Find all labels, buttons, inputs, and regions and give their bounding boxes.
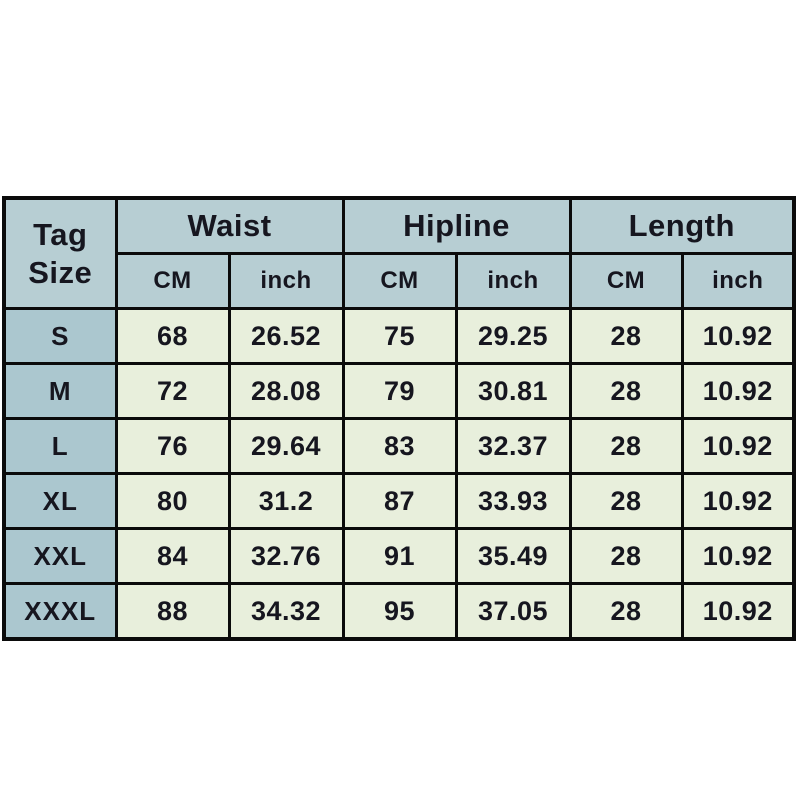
unit-header-row xyxy=(4,254,794,309)
subheader-hipline-cm: CM xyxy=(343,254,456,309)
row-size-label: XL xyxy=(4,474,116,529)
cell-length-inch: 10.92 xyxy=(682,364,794,419)
table-row xyxy=(4,474,794,529)
cell-length-inch: 10.92 xyxy=(682,309,794,364)
cell-waist-inch: 31.2 xyxy=(229,474,343,529)
cell-waist-inch: 34.32 xyxy=(229,584,343,640)
cell-waist-cm: 72 xyxy=(116,364,229,419)
cell-waist-inch: 29.64 xyxy=(229,419,343,474)
col-header-length: Length xyxy=(570,198,794,254)
subheader-hipline-inch: inch xyxy=(456,254,570,309)
cell-hipline-inch: 35.49 xyxy=(456,529,570,584)
cell-length-cm: 28 xyxy=(570,529,682,584)
cell-waist-cm: 76 xyxy=(116,419,229,474)
cell-length-inch: 10.92 xyxy=(682,529,794,584)
table-row xyxy=(4,529,794,584)
cell-hipline-inch: 29.25 xyxy=(456,309,570,364)
row-size-label: XXL xyxy=(4,529,116,584)
subheader-waist-cm: CM xyxy=(116,254,229,309)
cell-length-cm: 28 xyxy=(570,309,682,364)
cell-length-cm: 28 xyxy=(570,474,682,529)
subheader-waist-inch: inch xyxy=(229,254,343,309)
cell-waist-cm: 68 xyxy=(116,309,229,364)
table-row xyxy=(4,419,794,474)
cell-hipline-inch: 32.37 xyxy=(456,419,570,474)
table-row xyxy=(4,364,794,419)
cell-waist-inch: 32.76 xyxy=(229,529,343,584)
cell-length-cm: 28 xyxy=(570,364,682,419)
table-row xyxy=(4,309,794,364)
cell-length-cm: 28 xyxy=(570,419,682,474)
tag-size-header xyxy=(4,198,116,309)
cell-length-inch: 10.92 xyxy=(682,584,794,640)
cell-hipline-cm: 95 xyxy=(343,584,456,640)
cell-hipline-cm: 91 xyxy=(343,529,456,584)
cell-hipline-inch: 30.81 xyxy=(456,364,570,419)
size-chart-table xyxy=(2,196,796,641)
col-header-waist: Waist xyxy=(116,198,343,254)
cell-hipline-cm: 87 xyxy=(343,474,456,529)
subheader-length-inch: inch xyxy=(682,254,794,309)
cell-length-inch: 10.92 xyxy=(682,474,794,529)
cell-waist-inch: 26.52 xyxy=(229,309,343,364)
row-size-label: M xyxy=(4,364,116,419)
cell-waist-cm: 88 xyxy=(116,584,229,640)
cell-length-cm: 28 xyxy=(570,584,682,640)
subheader-length-cm: CM xyxy=(570,254,682,309)
row-size-label: L xyxy=(4,419,116,474)
group-header-row xyxy=(4,198,794,254)
row-size-label: S xyxy=(4,309,116,364)
cell-hipline-cm: 75 xyxy=(343,309,456,364)
row-size-label: XXXL xyxy=(4,584,116,640)
col-header-hipline: Hipline xyxy=(343,198,570,254)
cell-hipline-inch: 37.05 xyxy=(456,584,570,640)
cell-waist-cm: 84 xyxy=(116,529,229,584)
cell-hipline-inch: 33.93 xyxy=(456,474,570,529)
cell-waist-inch: 28.08 xyxy=(229,364,343,419)
cell-length-inch: 10.92 xyxy=(682,419,794,474)
tag-size-line2: Size xyxy=(28,254,93,290)
table-row xyxy=(4,584,794,640)
tag-size-line1: Tag xyxy=(33,217,88,253)
cell-waist-cm: 80 xyxy=(116,474,229,529)
cell-hipline-cm: 79 xyxy=(343,364,456,419)
cell-hipline-cm: 83 xyxy=(343,419,456,474)
